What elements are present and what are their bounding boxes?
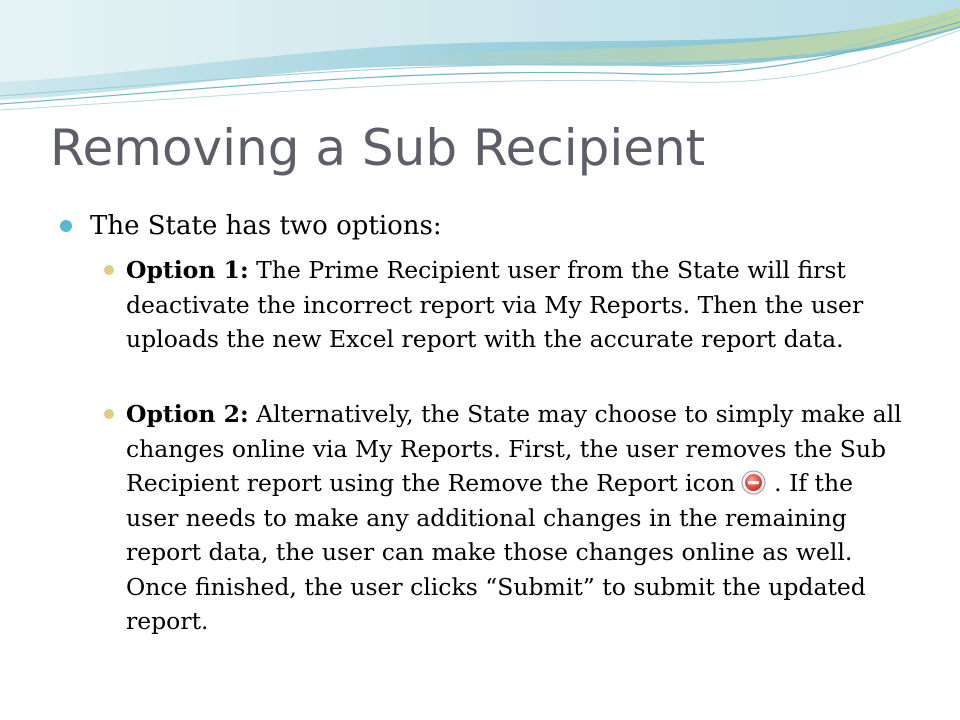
option-1-text: The Prime Recipient user from the State will first deactivate the incorrect report via My Reports. Then the user uploads the new Excel report with the accurate report data.	[126, 256, 864, 353]
option-2-text-after-icon: . If the user needs to make any additional changes in the remaining report data, the user can make those changes online as well. Once finished, the user clicks “Submit” to submit the updated report.	[126, 469, 866, 635]
option-1-label: Option 1:	[126, 256, 249, 284]
header-wave-decoration	[0, 0, 960, 120]
option-2-bullet-icon	[104, 409, 114, 419]
option-2-paragraph	[126, 397, 906, 639]
option-1-bullet-icon	[104, 265, 114, 275]
intro-text: The State has two options:	[90, 211, 442, 241]
slide-title: Removing a Sub Recipient	[50, 119, 706, 177]
primary-bullet-icon	[60, 220, 72, 232]
option-2-text-before-icon: Alternatively, the State may choose to simply make all changes online via My Reports. First, the user removes the Sub Recipient report using the Remove the Report icon	[126, 400, 902, 497]
option-2-label: Option 2:	[126, 400, 249, 428]
remove-report-icon	[741, 470, 766, 495]
option-1-paragraph	[126, 253, 906, 357]
